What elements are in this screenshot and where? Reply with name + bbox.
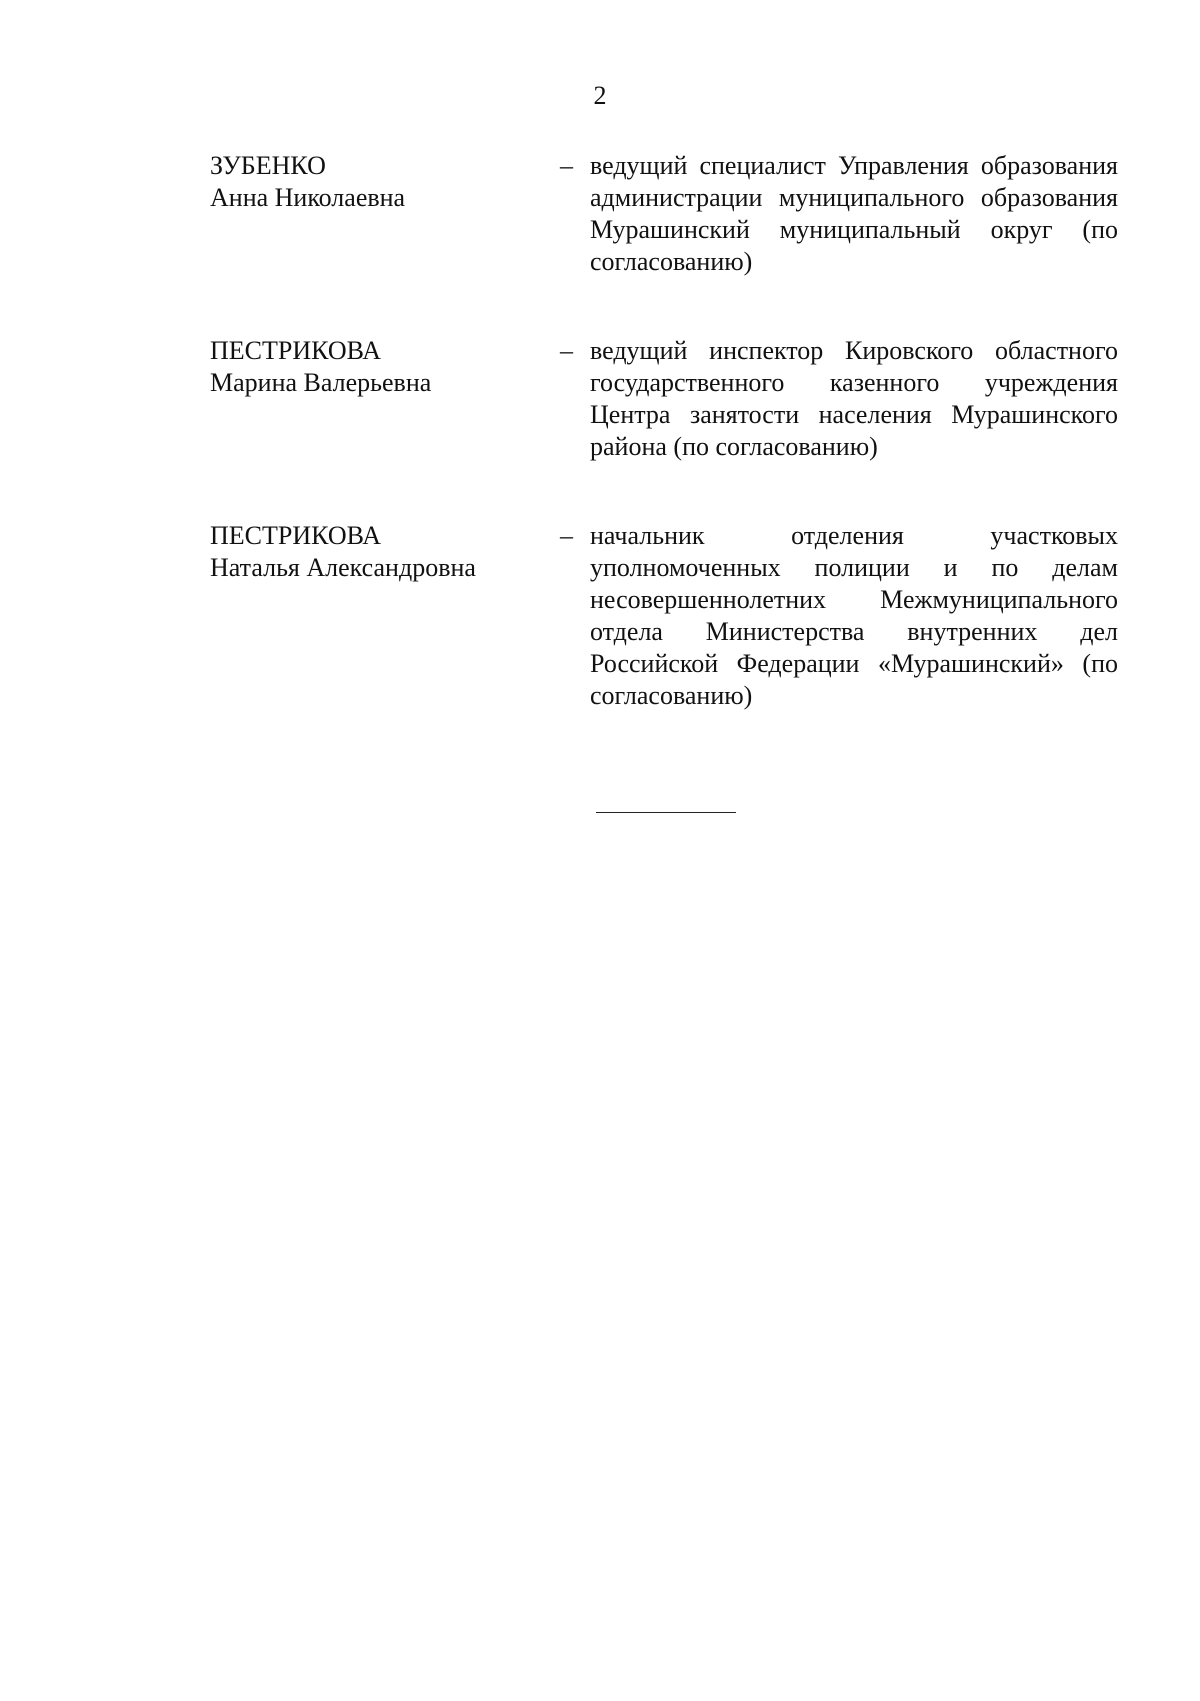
member-name [210, 520, 540, 584]
member-position: ведущий специалист Управления образования администрации муниципального образования Мурашинский муниципальный округ (по согласованию) [590, 151, 1118, 276]
member-position: ведущий инспектор Кировского областного государственного казенного учреждения Центра занятости населения Мурашинского района (по согласованию) [590, 336, 1118, 461]
member-given-names: Анна Николаевна [210, 183, 406, 212]
member-surname: ПЕСТРИКОВА [210, 521, 382, 550]
member-surname: ПЕСТРИКОВА [210, 336, 382, 365]
member-position: начальник отделения участковых уполномоченных полиции и по делам несовершеннолетних Межмуниципального отдела Министерства внутренних дел Российской Федерации «Мурашинский» (по согласованию) [590, 521, 1118, 710]
member-name [210, 150, 540, 214]
member-surname: ЗУБЕНКО [210, 151, 326, 180]
member-given-names: Наталья Александровна [210, 553, 476, 582]
dash-separator: – [560, 521, 573, 550]
member-given-names: Марина Валерьевна [210, 368, 432, 397]
dash-separator: – [560, 151, 573, 180]
member-name [210, 335, 540, 399]
end-rule [596, 812, 736, 813]
dash-separator: – [560, 336, 573, 365]
page-number: 2 [593, 81, 607, 110]
